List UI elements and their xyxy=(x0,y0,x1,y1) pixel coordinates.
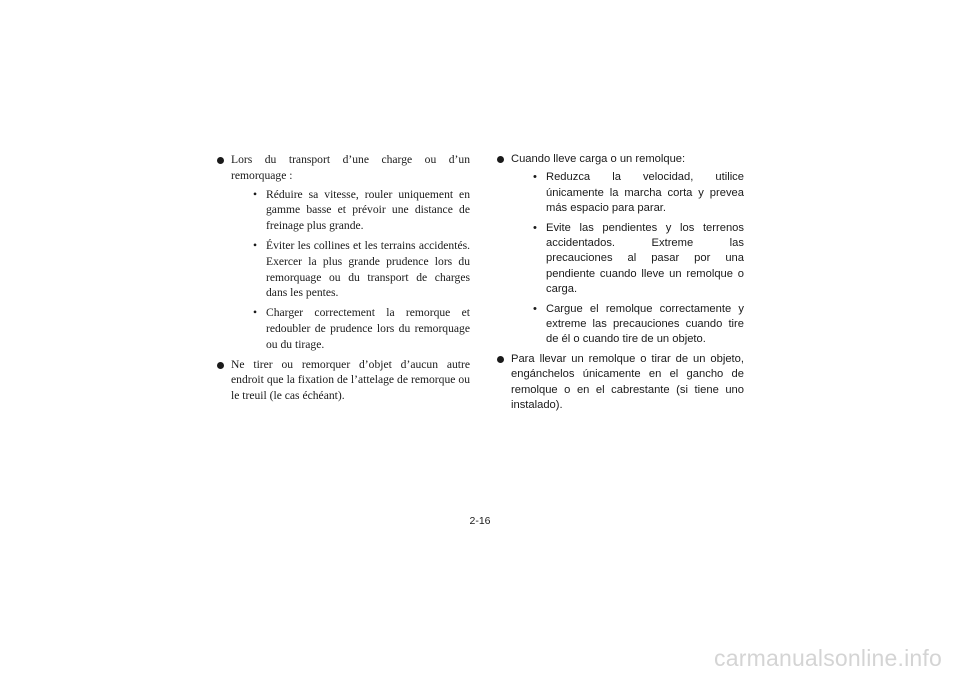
list-item xyxy=(497,152,744,348)
list-item-text: Para llevar un remolque o tirar de un objeto, engánchelos únicamente en el gancho de remolque o en el cabrestante (si tiene uno instalado). xyxy=(511,352,744,412)
sub-list-item xyxy=(511,221,744,298)
bullet-icon xyxy=(497,156,504,163)
sub-list-item xyxy=(231,187,470,234)
sub-bullet-icon: • xyxy=(253,238,258,252)
sub-list-item-text: Cargue el remolque correctamente y extreme las precauciones cuando tire de él o cuando tire de un objeto. xyxy=(546,302,744,346)
sub-list-item xyxy=(511,170,744,216)
sub-list-item-text: Éviter les collines et les terrains accidentés. Exercer la plus grande prudence lors du remorquage ou du transport de charges dans les pentes. xyxy=(266,238,470,300)
spanish-column xyxy=(497,152,744,417)
bullet-icon xyxy=(497,356,504,363)
sub-list-item-text: Charger correctement la remorque et redoubler de prudence lors du remorquage ou du tirage. xyxy=(266,306,470,351)
sub-list-item xyxy=(511,302,744,348)
sub-list-item-text: Evite las pendientes y los terrenos accidentados. Extreme las precauciones al pasar por una pendiente cuando lleve un remolque o carga. xyxy=(546,221,744,296)
sub-bullet-icon: • xyxy=(253,306,258,320)
sub-list-item-text: Réduire sa vitesse, rouler uniquement en gamme basse et prévoir une distance de freinage plus grande. xyxy=(266,187,470,233)
list-item xyxy=(217,357,470,404)
page-number: 2-16 xyxy=(469,515,491,527)
list-item-text: Lors du transport d’une charge ou d’un remorquage : xyxy=(231,153,470,182)
sub-bullet-icon: • xyxy=(533,221,537,234)
sub-bullet-icon: • xyxy=(533,171,537,184)
list-item xyxy=(217,152,470,353)
list-item xyxy=(497,352,744,414)
sub-bullet-icon: • xyxy=(253,187,258,201)
watermark: carmanualsonline.info xyxy=(714,645,942,671)
sub-list-item xyxy=(231,238,470,301)
sub-list-item xyxy=(231,305,470,352)
list-item-text: Cuando lleve carga o un remolque: xyxy=(511,153,686,165)
bullet-icon xyxy=(217,362,224,369)
french-column xyxy=(217,152,470,407)
sub-bullet-icon: • xyxy=(533,302,537,315)
bullet-icon xyxy=(217,157,224,164)
list-item-text: Ne tirer ou remorquer d’objet d’aucun autre endroit que la fixation de l’attelage de remorque ou le treuil (le cas échéant). xyxy=(231,357,470,403)
sub-list-item-text: Reduzca la velocidad, utilice únicamente la marcha corta y prevea más espacio para parar. xyxy=(546,171,744,215)
